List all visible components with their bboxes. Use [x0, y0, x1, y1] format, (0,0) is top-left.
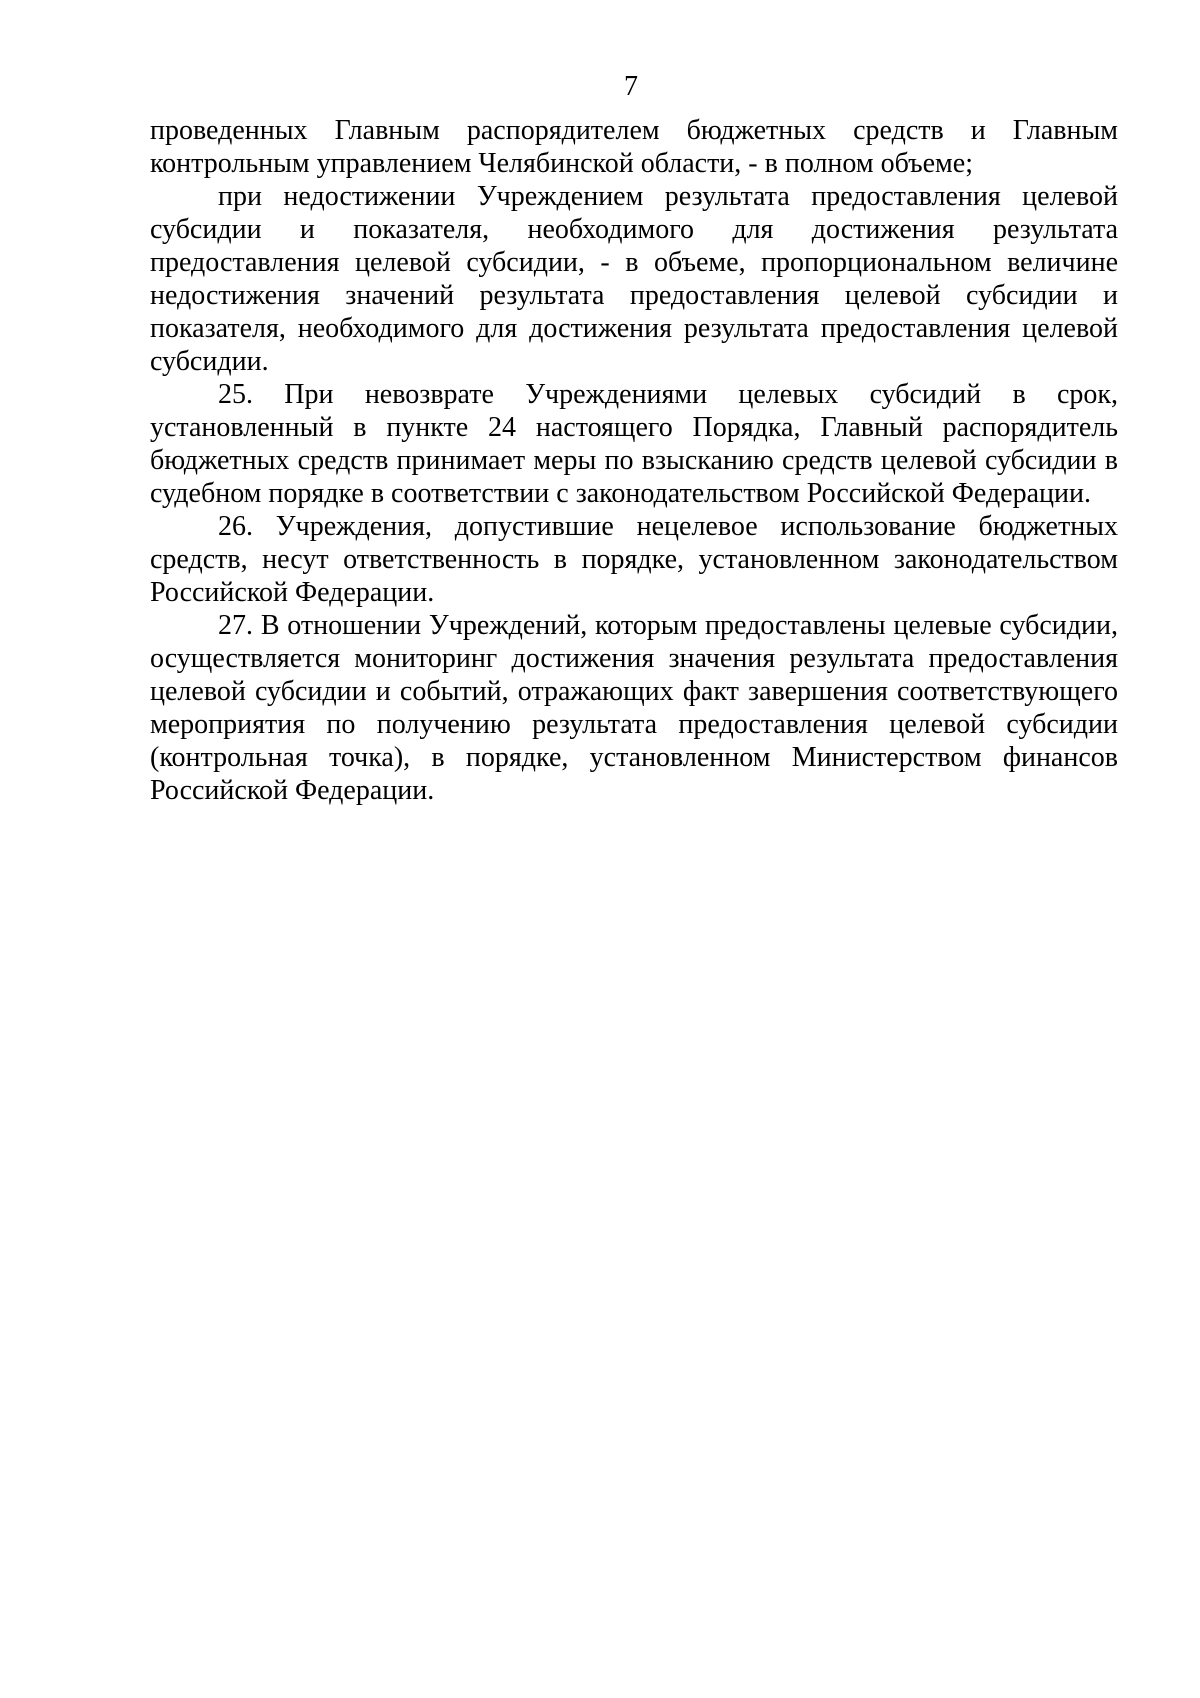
document-body	[150, 114, 1118, 807]
paragraph-item-25: 25. При невозврате Учреждениями целевых субсидий в срок, установленный в пункте 24 настоящего Порядка, Главный распорядитель бюджетных средств принимает меры по взысканию средств целевой субсидии в судебном порядке в соответствии с законодательством Российской Федерации.	[150, 379, 1118, 509]
paragraph-continuation: проведенных Главным распорядителем бюджетных средств и Главным контрольным управлением Челябинской области, - в полном объеме;	[150, 115, 1118, 179]
paragraph-nondelivery: при недостижении Учреждением результата предоставления целевой субсидии и показателя, необходимого для достижения результата предоставления целевой субсидии, - в объеме, пропорциональном величине недостижения значений результата предоставления целевой субсидии и показателя, необходимого для достижения результата предоставления целевой субсидии.	[150, 181, 1118, 377]
paragraph-item-26: 26. Учреждения, допустившие нецелевое использование бюджетных средств, несут ответственность в порядке, установленном законодательством Российской Федерации.	[150, 511, 1118, 608]
page-number: 7	[624, 71, 638, 102]
paragraph-item-27: 27. В отношении Учреждений, которым предоставлены целевые субсидии, осуществляется мониторинг достижения значения результата предоставления целевой субсидии и событий, отражающих факт завершения соответствующего мероприятия по получению результата предоставления целевой субсидии (контрольная точка), в порядке, установленном Министерством финансов Российской Федерации.	[150, 610, 1118, 806]
